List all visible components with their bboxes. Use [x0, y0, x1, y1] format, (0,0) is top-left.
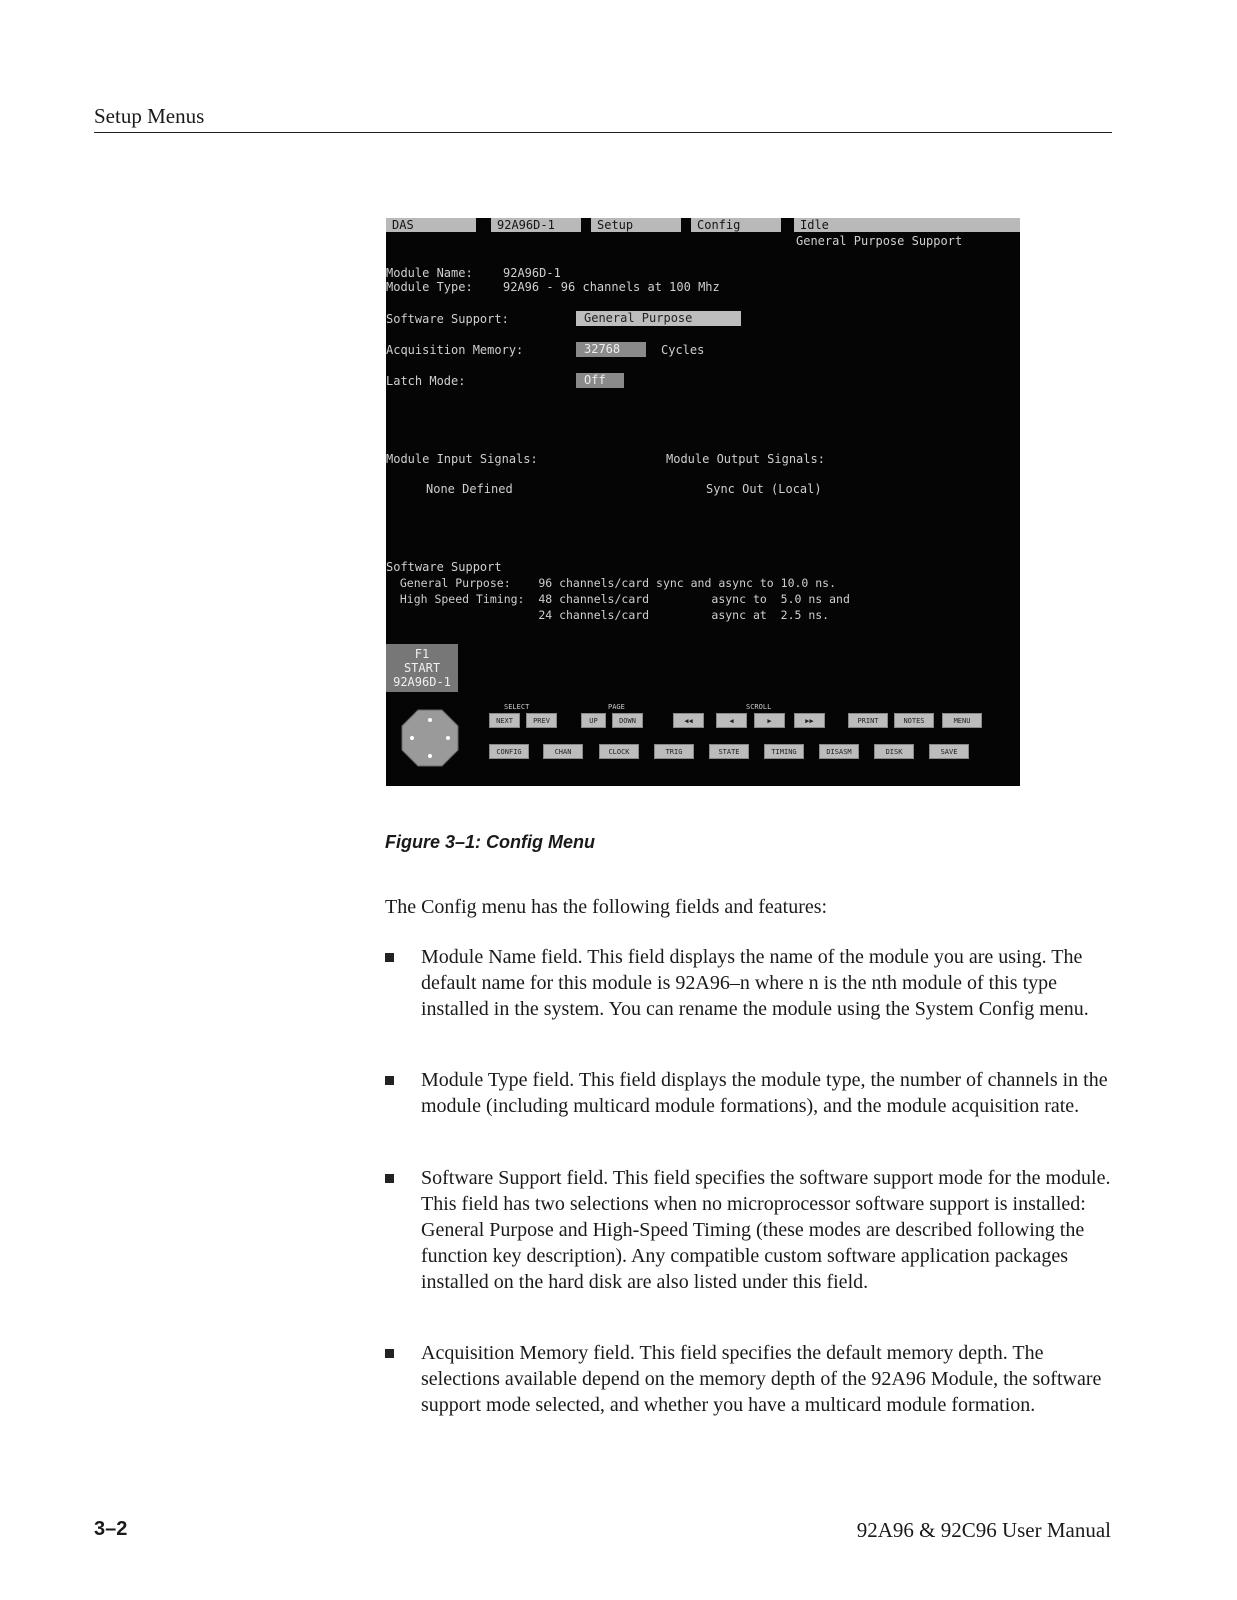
- next-key[interactable]: NEXT: [489, 713, 520, 728]
- tab-module[interactable]: 92A96D-1: [491, 218, 581, 232]
- f1-line-1: F1: [414, 647, 430, 661]
- f1-start-button[interactable]: [386, 644, 458, 692]
- bullet-text: Software Support field. This field specifies the software support mode for the module. This field has two selections when no microprocessor software support is installed: General Purpose and High-Speed Timing (these modes are described following the function key description). Any compatible custom software application packages installed on the hard disk are also listed under this field.: [421, 1167, 1111, 1293]
- save-key[interactable]: SAVE: [929, 744, 969, 759]
- input-signals-value: None Defined: [426, 482, 513, 496]
- acq-memory-label: Acquisition Memory:: [386, 343, 524, 357]
- prev-key[interactable]: PREV: [526, 713, 557, 728]
- select-group-label: SELECT: [504, 703, 530, 711]
- scroll-last-key[interactable]: ▶▶: [794, 713, 825, 728]
- print-key[interactable]: PRINT: [848, 713, 888, 728]
- disk-key[interactable]: DISK: [874, 744, 914, 759]
- bullet-square-icon: [385, 1349, 394, 1358]
- menu-key[interactable]: MENU: [942, 713, 982, 728]
- chan-key[interactable]: CHAN: [543, 744, 583, 759]
- header-rule: [94, 132, 1112, 133]
- support-title: Software Support: [386, 560, 502, 574]
- scroll-group-label: SCROLL: [746, 703, 772, 711]
- bullet-square-icon: [385, 1076, 394, 1085]
- trig-key[interactable]: TRIG: [654, 744, 694, 759]
- acq-memory-unit: Cycles: [661, 343, 705, 357]
- state-key[interactable]: STATE: [709, 744, 749, 759]
- notes-key[interactable]: NOTES: [894, 713, 934, 728]
- bullet-text: Module Name field. This field displays the name of the module you are using. The default name for this module is 92A96–n where n is the nth module of this type installed in the system. You can rename the module using the System Config menu.: [421, 946, 1089, 1020]
- bullet-square-icon: [385, 1174, 394, 1183]
- input-signals-label: Module Input Signals:: [386, 452, 538, 466]
- tab-setup[interactable]: Setup: [591, 218, 681, 232]
- page-number: 3–2: [94, 1518, 128, 1540]
- bullet-text: Acquisition Memory field. This field specifies the default memory depth. The selections available depend on the memory depth of the 92A96 Module, the software support mode selected, and whether you have a multicard module formation.: [421, 1342, 1102, 1416]
- bullet-square-icon: [385, 953, 394, 962]
- running-head: Setup Menus: [94, 104, 205, 128]
- support-line-2: High Speed Timing: 48 channels/card async to 5.0 ns and: [386, 592, 850, 606]
- intro-paragraph: The Config menu has the following fields and features:: [385, 896, 828, 918]
- disasm-key[interactable]: DISASM: [819, 744, 859, 759]
- clock-key[interactable]: CLOCK: [599, 744, 639, 759]
- output-signals-value: Sync Out (Local): [706, 482, 822, 496]
- software-support-label: Software Support:: [386, 312, 509, 326]
- config-key[interactable]: CONFIG: [489, 744, 529, 759]
- output-signals-label: Module Output Signals:: [666, 452, 825, 466]
- latch-mode-field[interactable]: Off: [576, 373, 624, 388]
- module-type-label: Module Type:: [386, 280, 473, 294]
- scroll-forward-key[interactable]: ▶: [754, 713, 785, 728]
- module-type-value: 92A96 - 96 channels at 100 Mhz: [503, 280, 720, 294]
- up-key[interactable]: UP: [581, 713, 606, 728]
- scroll-first-key[interactable]: ◀◀: [673, 713, 704, 728]
- timing-key[interactable]: TIMING: [764, 744, 804, 759]
- module-name-label: Module Name:: [386, 266, 473, 280]
- f1-line-3: 92A96D-1: [393, 675, 451, 689]
- software-support-field[interactable]: General Purpose: [576, 311, 741, 326]
- scroll-back-key[interactable]: ◀: [716, 713, 747, 728]
- status-subtitle: General Purpose Support: [796, 234, 963, 248]
- manual-title: 92A96 & 92C96 User Manual: [856, 1518, 1111, 1542]
- tab-das[interactable]: DAS: [386, 218, 476, 232]
- support-line-3: 24 channels/card async at 2.5 ns.: [386, 608, 830, 622]
- module-name-value: 92A96D-1: [503, 266, 561, 280]
- direction-pad-icon[interactable]: [400, 708, 460, 768]
- page-group-label: PAGE: [608, 703, 625, 711]
- down-key[interactable]: DOWN: [612, 713, 643, 728]
- tab-config[interactable]: Config: [691, 218, 781, 232]
- f1-line-2: START: [403, 661, 441, 675]
- bullet-text: Module Type field. This field displays the module type, the number of channels in the module (including multicard module formations), and the module acquisition rate.: [421, 1069, 1108, 1117]
- latch-mode-label: Latch Mode:: [386, 374, 466, 388]
- support-line-1: General Purpose: 96 channels/card sync and async to 10.0 ns.: [386, 576, 837, 590]
- config-menu-screenshot: [386, 218, 1020, 786]
- acq-memory-field[interactable]: 32768: [576, 342, 646, 357]
- figure-caption: Figure 3–1: Config Menu: [385, 832, 596, 852]
- status-idle: Idle: [794, 218, 1020, 232]
